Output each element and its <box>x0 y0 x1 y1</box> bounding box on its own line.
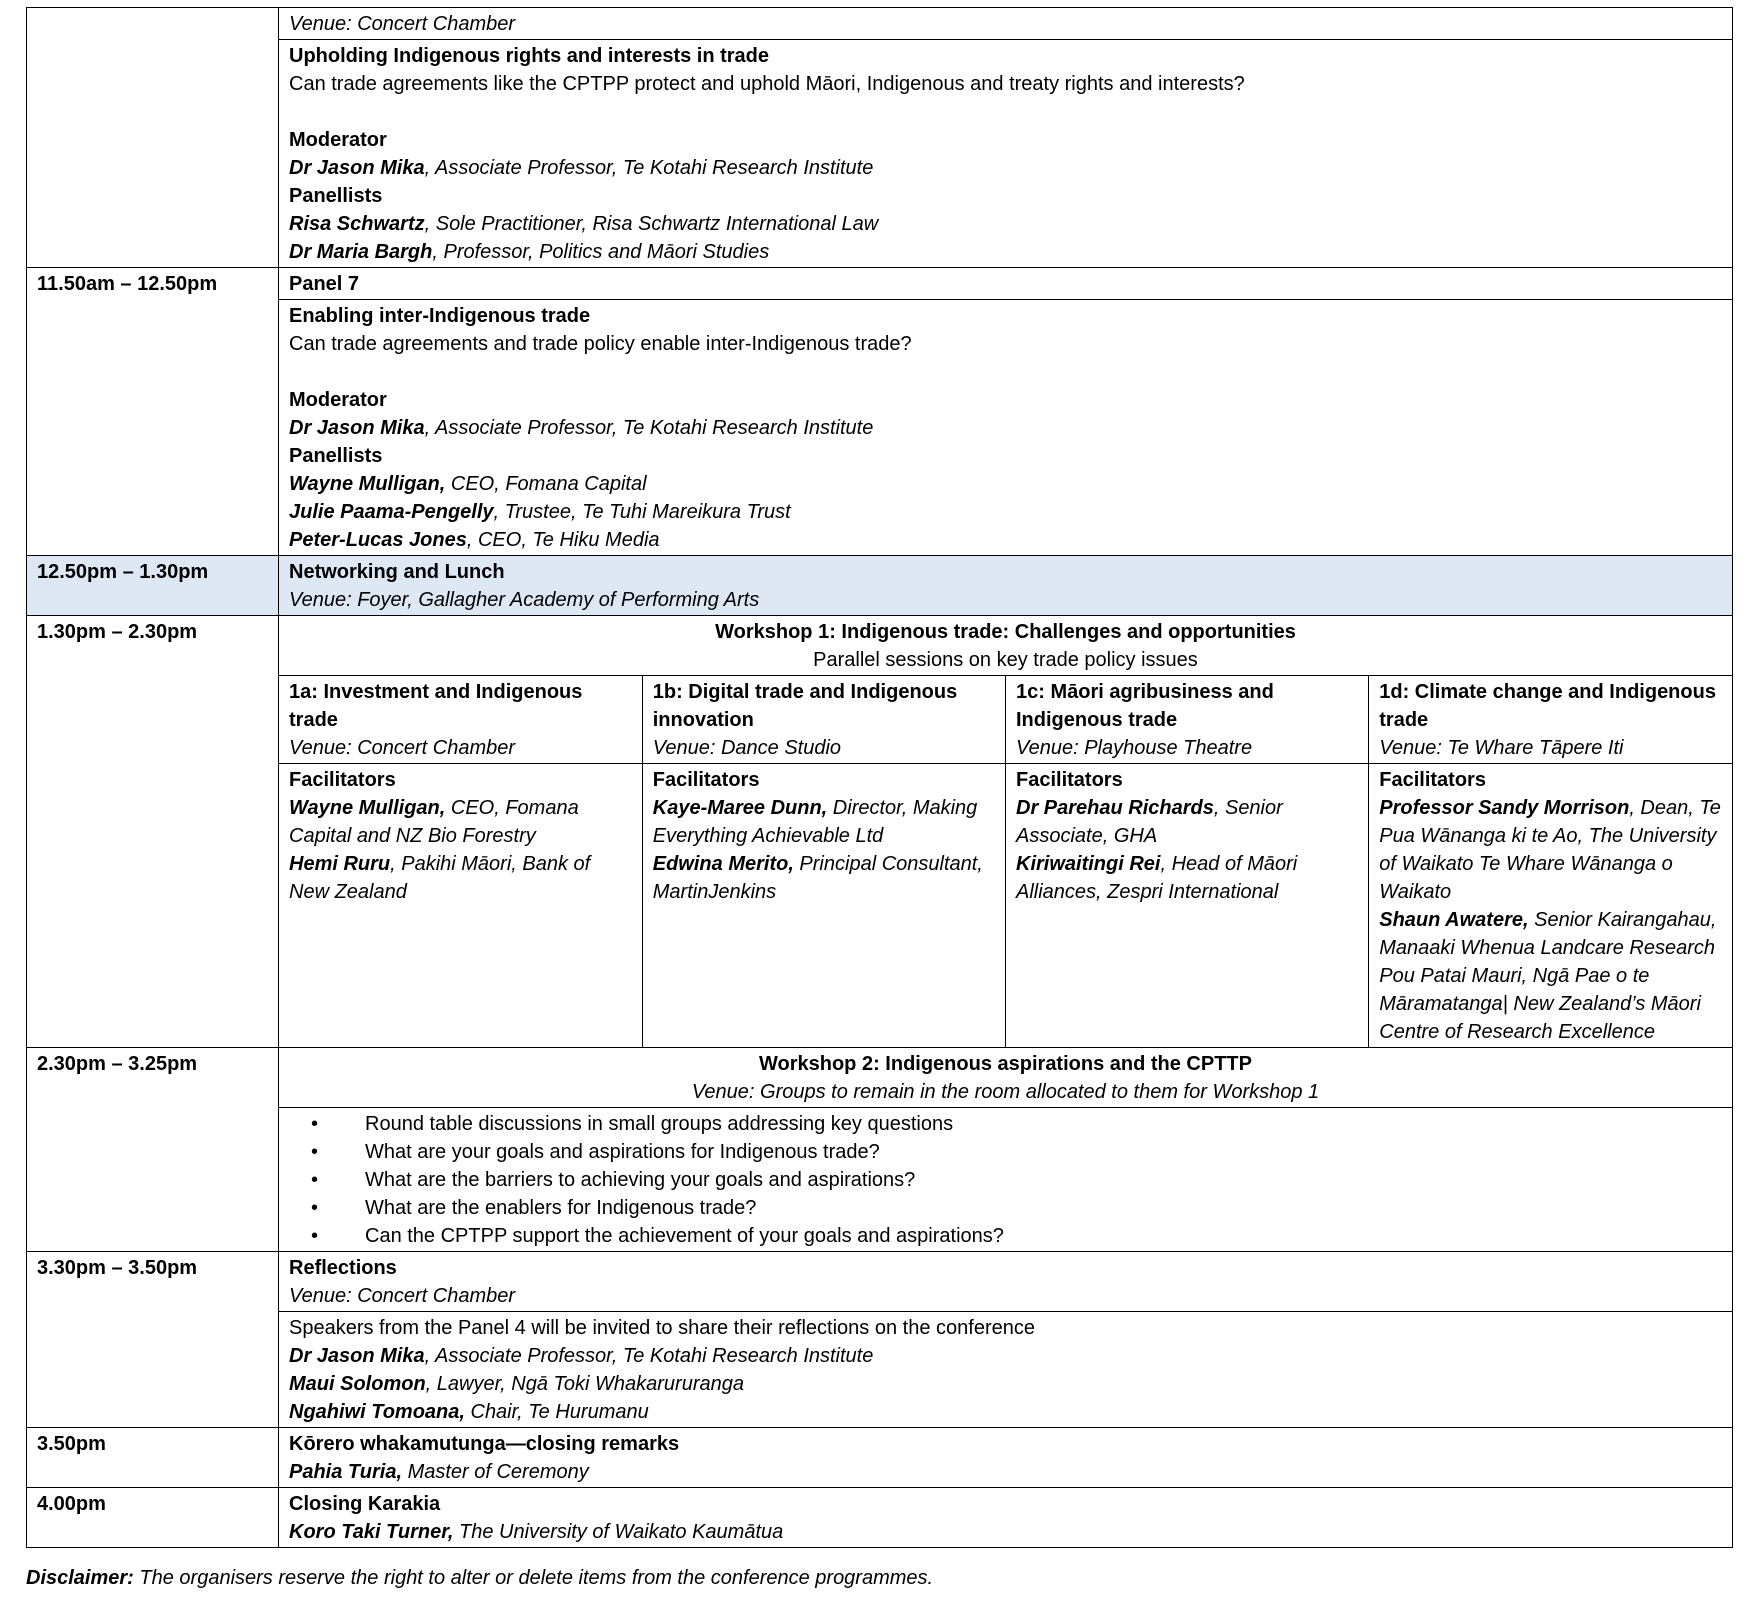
session-title: Enabling inter-Indigenous trade <box>289 305 591 327</box>
panellist: Risa Schwartz, Sole Practitioner, Risa Schwartz International Law <box>289 213 879 235</box>
workshop-title: Workshop 2: Indigenous aspirations and the CPTTP <box>758 1053 1252 1075</box>
facilitators-row <box>279 764 1732 1048</box>
facilitator: Professor Sandy Morrison, Dean, Te Pua Wānanga ki te Ao, The University of Waikato Te Whare Wānanga o Waikato <box>1379 797 1721 903</box>
reflections-detail-row <box>27 1312 1733 1428</box>
session-question: Can trade agreements like the CPTPP protect and uphold Māori, Indigenous and treaty rights and interests? <box>289 73 1245 95</box>
session-1a <box>279 676 642 764</box>
person: Pahia Turia, Master of Ceremony <box>289 1461 589 1483</box>
session-1b <box>642 676 1005 764</box>
workshop-venue: Venue: Groups to remain in the room allocated to them for Workshop 1 <box>691 1081 1320 1103</box>
list-item: • What are the barriers to achieving your goals and aspirations? <box>355 1166 1722 1194</box>
panellist: Peter-Lucas Jones, CEO, Te Hiku Media <box>289 529 660 551</box>
facilitators-label: Facilitators <box>1379 769 1486 791</box>
time-cell: 11.50am – 12.50pm <box>27 268 279 556</box>
moderator: Dr Jason Mika, Associate Professor, Te Kotahi Research Institute <box>289 157 874 179</box>
workshop2-questions-row <box>27 1108 1733 1252</box>
session-title: 1c: Māori agribusiness and Indigenous trade <box>1016 681 1274 731</box>
speaker: Ngahiwi Tomoana, Chair, Te Hurumanu <box>289 1401 649 1423</box>
speaker: Dr Jason Mika, Associate Professor, Te Kotahi Research Institute <box>289 1345 874 1367</box>
session-venue: Venue: Concert Chamber <box>289 13 516 35</box>
workshop1-row <box>27 616 1733 1048</box>
question-list <box>289 1110 1722 1250</box>
session-1d <box>1369 676 1732 764</box>
list-item: • What are your goals and aspirations for Indigenous trade? <box>355 1138 1722 1166</box>
facilitator: Hemi Ruru, Pakihi Māori, Bank of New Zealand <box>289 853 591 903</box>
time-cell: 2.30pm – 3.25pm <box>27 1048 279 1252</box>
time-cell-empty <box>27 8 279 268</box>
programme-table <box>26 7 1733 1548</box>
time-cell: 4.00pm <box>27 1488 279 1548</box>
panel-label: Panel 7 <box>289 273 360 295</box>
session-title: 1b: Digital trade and Indigenous innovation <box>652 681 958 731</box>
workshop2-title-row <box>27 1048 1733 1108</box>
reflections-title-row <box>27 1252 1733 1312</box>
time-cell: 3.50pm <box>27 1428 279 1488</box>
lunch-venue: Venue: Foyer, Gallagher Academy of Performing Arts <box>289 589 760 611</box>
session-titles-row <box>279 676 1732 764</box>
session-question: Can trade agreements and trade policy enable inter-Indigenous trade? <box>289 333 912 355</box>
facilitator: Dr Parehau Richards, Senior Associate, GHA <box>1016 797 1283 847</box>
moderator: Dr Jason Mika, Associate Professor, Te Kotahi Research Institute <box>289 417 874 439</box>
session-detail-row <box>27 40 1733 268</box>
session-venue: Venue: Playhouse Theatre <box>1016 737 1253 759</box>
closing-karakia-row <box>27 1488 1733 1548</box>
workshop-subtitle: Parallel sessions on key trade policy issues <box>813 649 1198 671</box>
closing-karakia-title: Closing Karakia <box>289 1493 441 1515</box>
panellists-label: Panellists <box>289 185 383 207</box>
facilitators-label: Facilitators <box>1016 769 1123 791</box>
moderator-label: Moderator <box>289 389 387 411</box>
facilitator: Kiriwaitingi Rei, Head of Māori Alliances, Zespri International <box>1016 853 1298 903</box>
reflections-intro: Speakers from the Panel 4 will be invited to share their reflections on the conference <box>289 1317 1035 1339</box>
person: Koro Taki Turner, The University of Waikato Kaumātua <box>289 1521 784 1543</box>
disclaimer <box>26 1567 933 1590</box>
list-item: • Round table discussions in small groups addressing key questions <box>355 1110 1722 1138</box>
list-item: • Can the CPTPP support the achievement of your goals and aspirations? <box>355 1222 1722 1250</box>
facilitator: Kaye-Maree Dunn, Director, Making Everything Achievable Ltd <box>652 797 978 847</box>
session-venue: Venue: Te Whare Tāpere Iti <box>1379 737 1624 759</box>
panellist: Wayne Mulligan, CEO, Fomana Capital <box>289 473 647 495</box>
time-cell: 12.50pm – 1.30pm <box>27 556 279 616</box>
lunch-row <box>27 556 1733 616</box>
session-venue-row <box>27 8 1733 40</box>
session-1c <box>1006 676 1369 764</box>
facilitator: Wayne Mulligan, CEO, Fomana Capital and NZ Bio Forestry <box>289 797 579 847</box>
session-title: 1a: Investment and Indigenous trade <box>289 681 583 731</box>
session-venue: Venue: Dance Studio <box>652 737 842 759</box>
reflections-venue: Venue: Concert Chamber <box>289 1285 516 1307</box>
workshop-title: Workshop 1: Indigenous trade: Challenges and opportunities <box>715 621 1296 643</box>
facilitator: Shaun Awatere, Senior Kairangahau, Manaaki Whenua Landcare Research Pou Patai Mauri, Ngā Pae o te Māramatanga| New Zealand’s Māori Centre of Research Excellence <box>1379 909 1717 1043</box>
panellist: Dr Maria Bargh, Professor, Politics and Māori Studies <box>289 241 770 263</box>
panel7-label-row <box>27 268 1733 300</box>
session-title: Upholding Indigenous rights and interests in trade <box>289 45 770 67</box>
session-title: 1d: Climate change and Indigenous trade <box>1379 681 1716 731</box>
session-venue: Venue: Concert Chamber <box>289 737 516 759</box>
list-item: • What are the enablers for Indigenous trade? <box>355 1194 1722 1222</box>
time-cell: 3.30pm – 3.50pm <box>27 1252 279 1428</box>
panel7-detail-row <box>27 300 1733 556</box>
moderator-label: Moderator <box>289 129 387 151</box>
panellists-label: Panellists <box>289 445 383 467</box>
closing-remarks-title: Kōrero whakamutunga—closing remarks <box>289 1433 680 1455</box>
disclaimer-label: Disclaimer: <box>26 1567 134 1589</box>
time-cell: 1.30pm – 2.30pm <box>27 616 279 1048</box>
closing-remarks-row <box>27 1428 1733 1488</box>
reflections-title: Reflections <box>289 1257 397 1279</box>
facilitator: Edwina Merito, Principal Consultant, MartinJenkins <box>652 853 983 903</box>
facilitators-label: Facilitators <box>652 769 760 791</box>
facilitators-label: Facilitators <box>289 769 396 791</box>
lunch-title: Networking and Lunch <box>289 561 505 583</box>
disclaimer-text: The organisers reserve the right to alter or delete items from the conference programmes. <box>133 1567 934 1589</box>
panellist: Julie Paama-Pengelly, Trustee, Te Tuhi Mareikura Trust <box>289 501 791 523</box>
speaker: Maui Solomon, Lawyer, Ngā Toki Whakarururanga <box>289 1373 744 1395</box>
